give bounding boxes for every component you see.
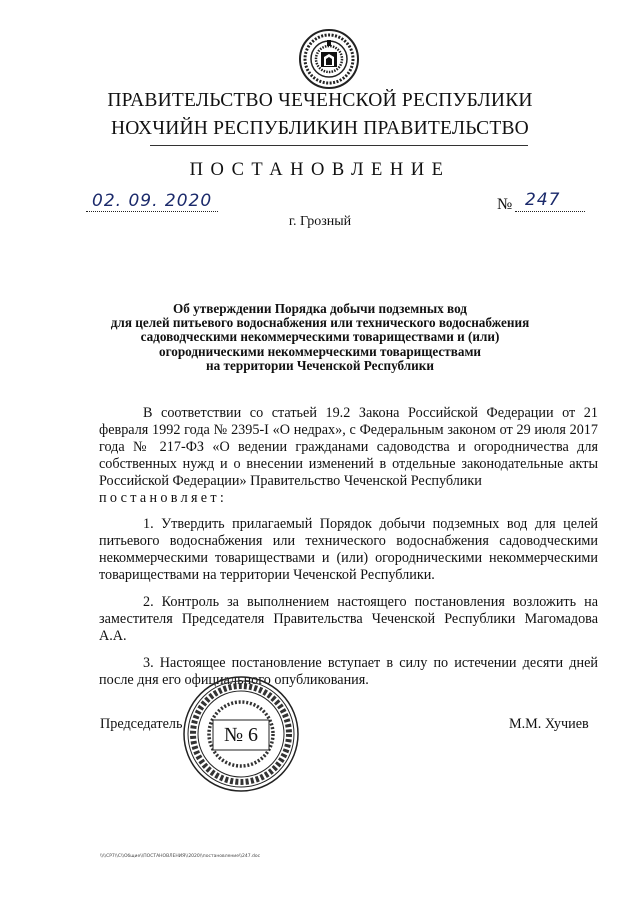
header-divider xyxy=(150,145,528,146)
number-label: № xyxy=(497,196,513,213)
preamble-paragraph: В соответствии со статьей 19.2 Закона Российской Федерации от 21 февраля 1992 года № 2395-I «О недрах», с Федеральным законом от 29 июля 2017 года № 217-ФЗ «О ведении гражданами садоводства и огородничества для собственных нужд и о внесении изменений в отдельные законодательные акты Российской Федерации» Правительство Чеченской Республики xyxy=(99,405,598,489)
stamp-number: № 6 xyxy=(223,724,259,746)
document-body xyxy=(99,405,598,699)
city: г. Грозный xyxy=(288,214,352,229)
title-line: садоводческими некоммерческими товариществами и (или) xyxy=(140,329,500,345)
title-line: для целей питьевого водоснабжения или технического водоснабжения xyxy=(110,315,530,331)
resolves-line: постановляет: xyxy=(99,490,228,506)
item-2-paragraph: 2. Контроль за выполнением настоящего постановления возложить на заместителя Председателя Правительства Чеченской Республики Магомадова А.А. xyxy=(99,594,598,644)
government-name-chechen: НОХЧИЙН РЕСПУБЛИКИН ПРАВИТЕЛЬСТВО xyxy=(111,118,529,139)
document-number: 247 xyxy=(525,190,561,210)
number-underline xyxy=(515,211,585,212)
date-underline xyxy=(86,211,218,212)
title-line: на территории Чеченской Республики xyxy=(206,357,434,373)
signer-name: М.М. Хучиев xyxy=(509,716,589,732)
document-type: ПОСТАНОВЛЕНИЕ xyxy=(189,160,451,180)
title-line: Об утверждении Порядка добычи подземных вод xyxy=(173,301,467,316)
title-line: огородническими некоммерческими товариществами xyxy=(158,343,482,359)
document-date: 02. 09. 2020 xyxy=(92,191,213,211)
signer-position: Председатель xyxy=(100,716,183,732)
coat-of-arms-icon xyxy=(298,28,360,90)
item-3-paragraph: 3. Настоящее постановление вступает в силу по истечении десяти дней после дня его официального опубликования. xyxy=(99,655,598,688)
item-1-paragraph: 1. Утвердить прилагаемый Порядок добычи подземных вод для целей питьевого водоснабжения или технического водоснабжения садоводческими некоммерческими товариществами и (или) огородническими некоммерческими товариществами на территории Чеченской Республики. xyxy=(99,516,598,583)
government-name-russian: ПРАВИТЕЛЬСТВО ЧЕЧЕНСКОЙ РЕСПУБЛИКИ xyxy=(107,90,533,111)
document-title xyxy=(80,302,560,373)
file-path-footer: \\\\CP7\\C\\Общие\\ПОСТАНОВЛЕНИЯ\\2020\\постановление\\247.doc xyxy=(100,854,261,859)
